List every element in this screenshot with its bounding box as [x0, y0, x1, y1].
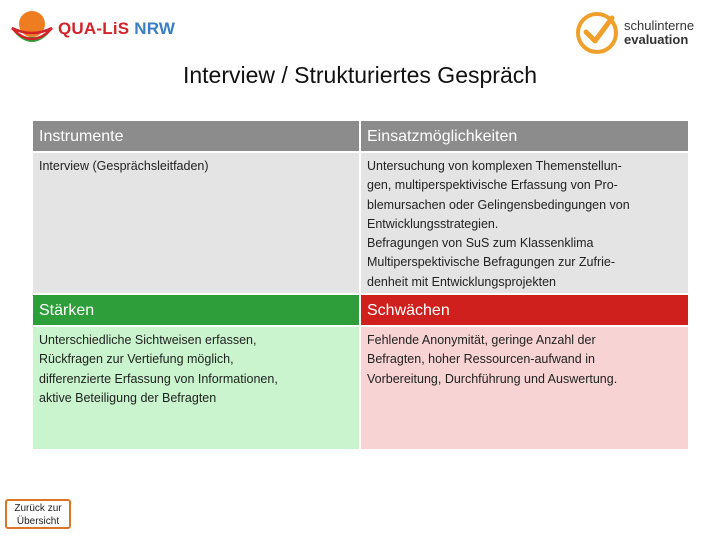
qualis-wordmark-part1: QUA-LiS — [58, 19, 130, 38]
logo-right-line2: evaluation — [624, 32, 689, 47]
header-instrumente: Instrumente — [33, 121, 359, 151]
einsatz-line: blemursachen oder Gelingensbedingungen von — [367, 197, 630, 212]
einsatz-line: Multiperspektivische Befragungen zur Zufrie- — [367, 255, 616, 270]
header-einsatzmoeglichkeiten: Einsatzmöglichkeiten — [361, 121, 688, 151]
back-to-overview-button[interactable] — [5, 499, 71, 529]
staerken-line: Rückfragen zur Vertiefung möglich, — [39, 352, 234, 367]
back-button-line2: Übersicht — [16, 516, 60, 527]
einsatz-line: Befragungen von SuS zum Klassenklima — [367, 236, 594, 251]
einsatz-line: Entwicklungsstrategien. — [367, 216, 499, 231]
schwaechen-text — [361, 327, 688, 449]
einsatz-line: denheit mit Entwicklungsprojekten — [367, 274, 556, 289]
schulinterne-evaluation-logo — [574, 10, 694, 56]
qualis-logo — [10, 8, 175, 50]
schwaechen-line: Vorbereitung, Durchführung und Auswertung. — [367, 371, 618, 386]
qualis-wordmark-part2: NRW — [134, 19, 176, 38]
checkmark-circle-icon — [574, 10, 620, 56]
einsatz-text — [361, 153, 688, 293]
instrument-table — [33, 121, 688, 449]
staerken-line: differenzierte Erfassung von Informationen, — [39, 371, 278, 386]
qualis-logo-icon — [10, 8, 54, 50]
header-schwaechen: Schwächen — [361, 295, 688, 325]
staerken-line: Unterschiedliche Sichtweisen erfassen, — [39, 333, 257, 347]
einsatz-line: gen, multiperspektivische Erfassung von Pro- — [367, 178, 618, 193]
staerken-line: aktive Beteiligung der Befragten — [39, 390, 217, 405]
back-button-line1: Zurück zur — [14, 503, 62, 514]
schwaechen-line: Befragten, hoher Ressourcen-aufwand in — [367, 352, 595, 367]
page-title: Interview / Strukturiertes Gespräch — [182, 62, 538, 88]
staerken-text — [33, 327, 359, 449]
logo-right-line1: schulinterne — [624, 18, 695, 33]
einsatz-line: Untersuchung von komplexen Themenstellun- — [367, 159, 622, 173]
instrument-value: Interview (Gesprächsleitfaden) — [33, 153, 359, 293]
schwaechen-line: Fehlende Anonymität, geringe Anzahl der — [367, 333, 596, 347]
qualis-wordmark — [58, 19, 175, 39]
header-staerken: Stärken — [33, 295, 359, 325]
